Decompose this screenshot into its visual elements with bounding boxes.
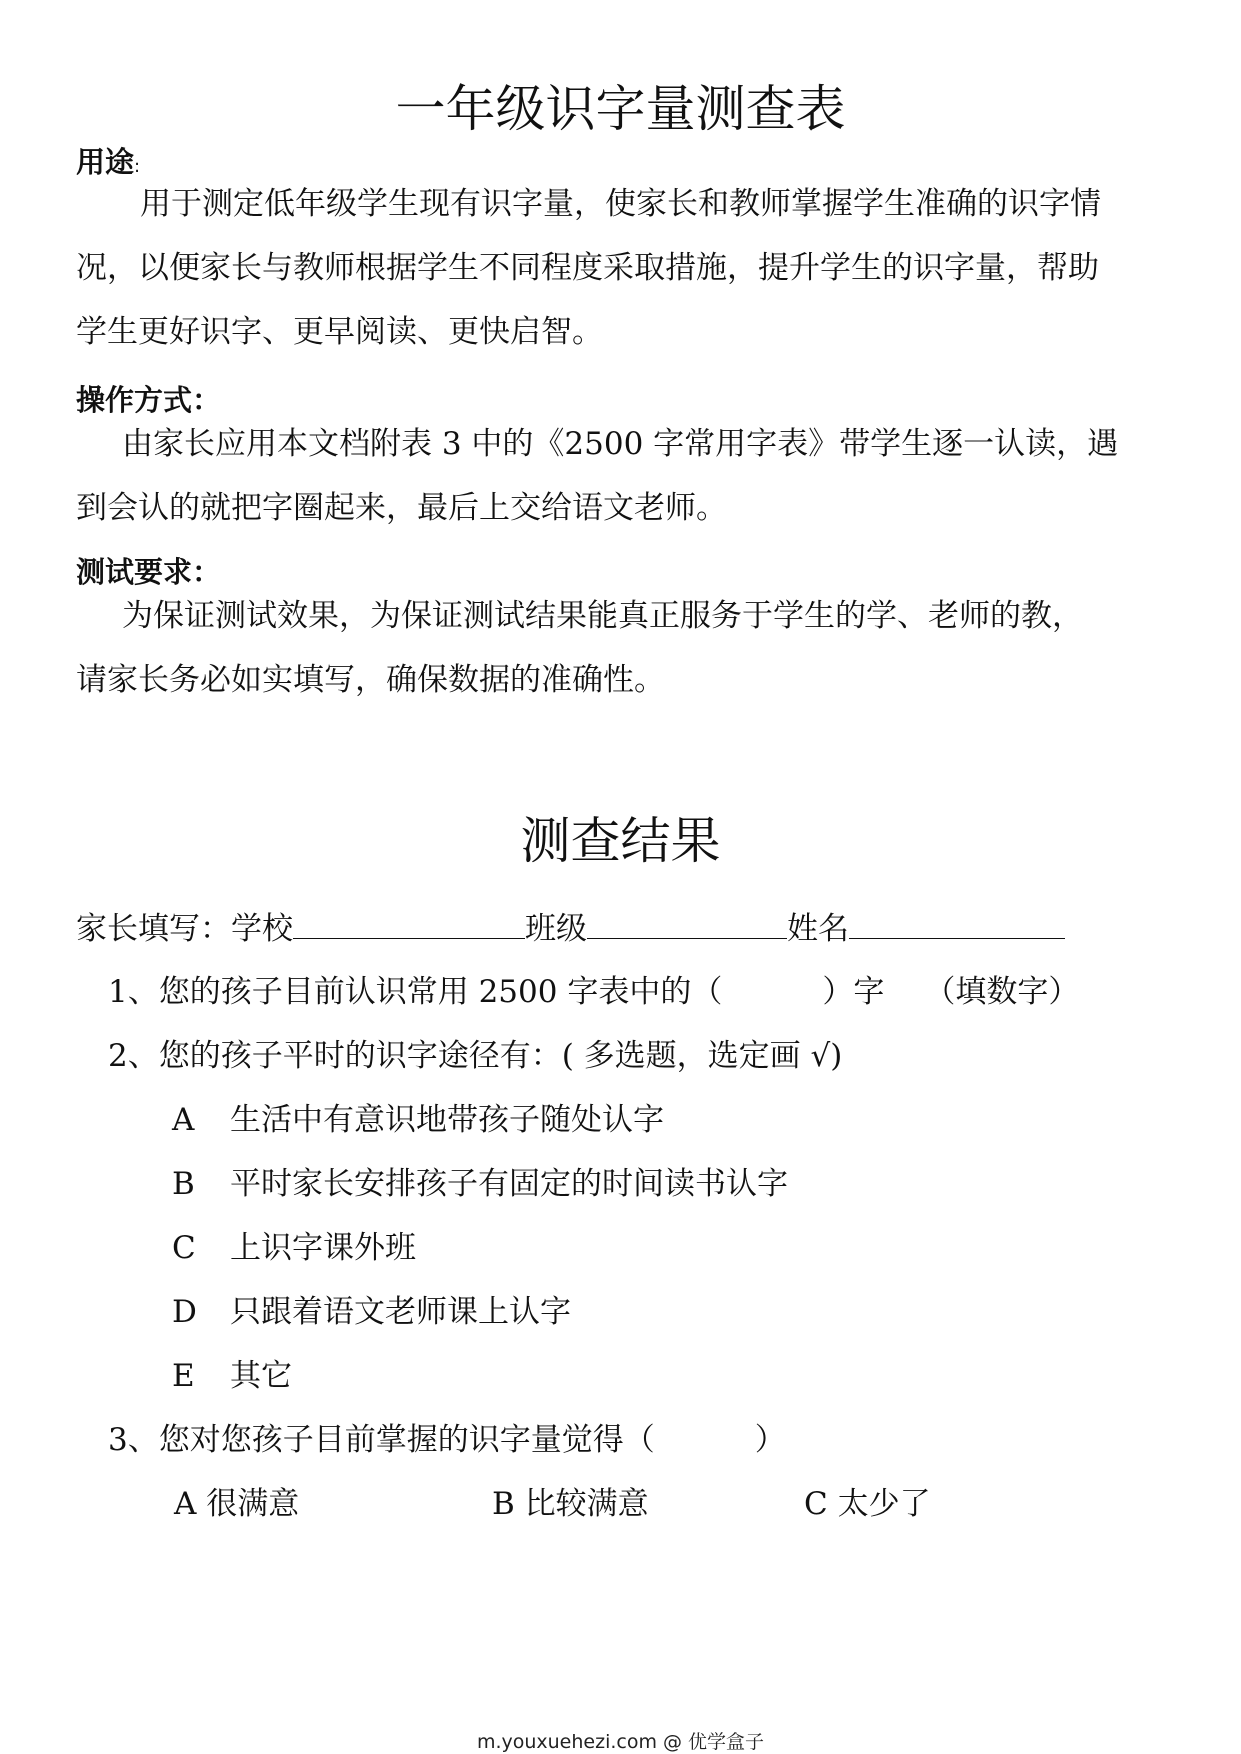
purpose-heading-text: 用途: [76, 145, 135, 179]
q2-option-text: 只跟着语文老师课上认字: [230, 1294, 571, 1330]
q2-option-letter: B: [172, 1166, 195, 1202]
q2-option-letter: E: [172, 1358, 195, 1394]
q3-option-b[interactable]: B 比较满意: [492, 1486, 649, 1522]
q2-option-c[interactable]: [172, 1228, 416, 1268]
operation-heading: 操作方式：: [76, 383, 222, 417]
page-title: 一年级识字量测查表: [395, 80, 846, 138]
operation-line-1: 由家长应用本文档附表 3 中的《2500 字常用字表》带学生逐一认读，遇: [122, 426, 1119, 462]
form-class-label: 班级: [525, 911, 587, 947]
q3-text-b: ）: [754, 1422, 786, 1458]
q3-option-a[interactable]: A 很满意: [174, 1486, 300, 1522]
q2-option-letter: C: [172, 1230, 196, 1266]
purpose-line-2: 况，以便家长与教师根据学生不同程度采取措施，提升学生的识字量，帮助: [76, 250, 1099, 286]
q1-text-a: 1、您的孩子目前认识常用 2500 字表中的（: [108, 974, 723, 1010]
q1-note: （填数字）: [924, 974, 1080, 1010]
form-school-label: 家长填写：学校: [76, 911, 293, 947]
q2-option-letter: D: [172, 1294, 197, 1330]
q2-option-text: 平时家长安排孩子有固定的时间读书认字: [230, 1166, 788, 1202]
requirements-heading: 测试要求：: [76, 555, 222, 589]
footer-watermark: m.youxuehezi.com @ 优学盒子: [476, 1731, 765, 1753]
purpose-heading: [76, 142, 140, 187]
q1-text-b: ）字: [822, 974, 885, 1010]
q2-option-text: 上识字课外班: [230, 1230, 416, 1266]
question-3: [108, 1420, 786, 1460]
school-blank[interactable]: [293, 908, 525, 939]
q2-option-a[interactable]: [172, 1100, 664, 1140]
question-1: [108, 972, 1079, 1012]
requirements-line-1: 为保证测试效果，为保证测试结果能真正服务于学生的学、老师的教，: [122, 598, 1083, 634]
q3-option-c[interactable]: C 太少了: [804, 1486, 931, 1522]
class-blank[interactable]: [587, 908, 787, 939]
purpose-line-1: 用于测定低年级学生现有识字量，使家长和教师掌握学生准确的识字情: [140, 186, 1101, 222]
q2-option-text: 生活中有意识地带孩子随处认字: [230, 1102, 664, 1138]
q2-option-b[interactable]: [172, 1164, 788, 1204]
q2-option-text: 其它: [230, 1358, 292, 1394]
parent-form-line: [76, 908, 1065, 949]
purpose-heading-colon: :: [134, 156, 141, 177]
question-2: 2、您的孩子平时的识字途径有：( 多选题，选定画 √): [108, 1038, 843, 1074]
q2-option-letter: A: [172, 1102, 195, 1138]
q3-text-a: 3、您对您孩子目前掌握的识字量觉得（: [108, 1422, 655, 1458]
name-blank[interactable]: [849, 908, 1065, 939]
result-title: 测查结果: [520, 812, 721, 870]
form-name-label: 姓名: [787, 911, 849, 947]
q2-option-d[interactable]: [172, 1292, 571, 1332]
operation-line-2: 到会认的就把字圈起来，最后上交给语文老师。: [76, 490, 727, 526]
requirements-line-2: 请家长务必如实填写，确保数据的准确性。: [76, 662, 665, 698]
q2-option-e[interactable]: [172, 1356, 292, 1396]
purpose-line-3: 学生更好识字、更早阅读、更快启智。: [76, 314, 603, 350]
